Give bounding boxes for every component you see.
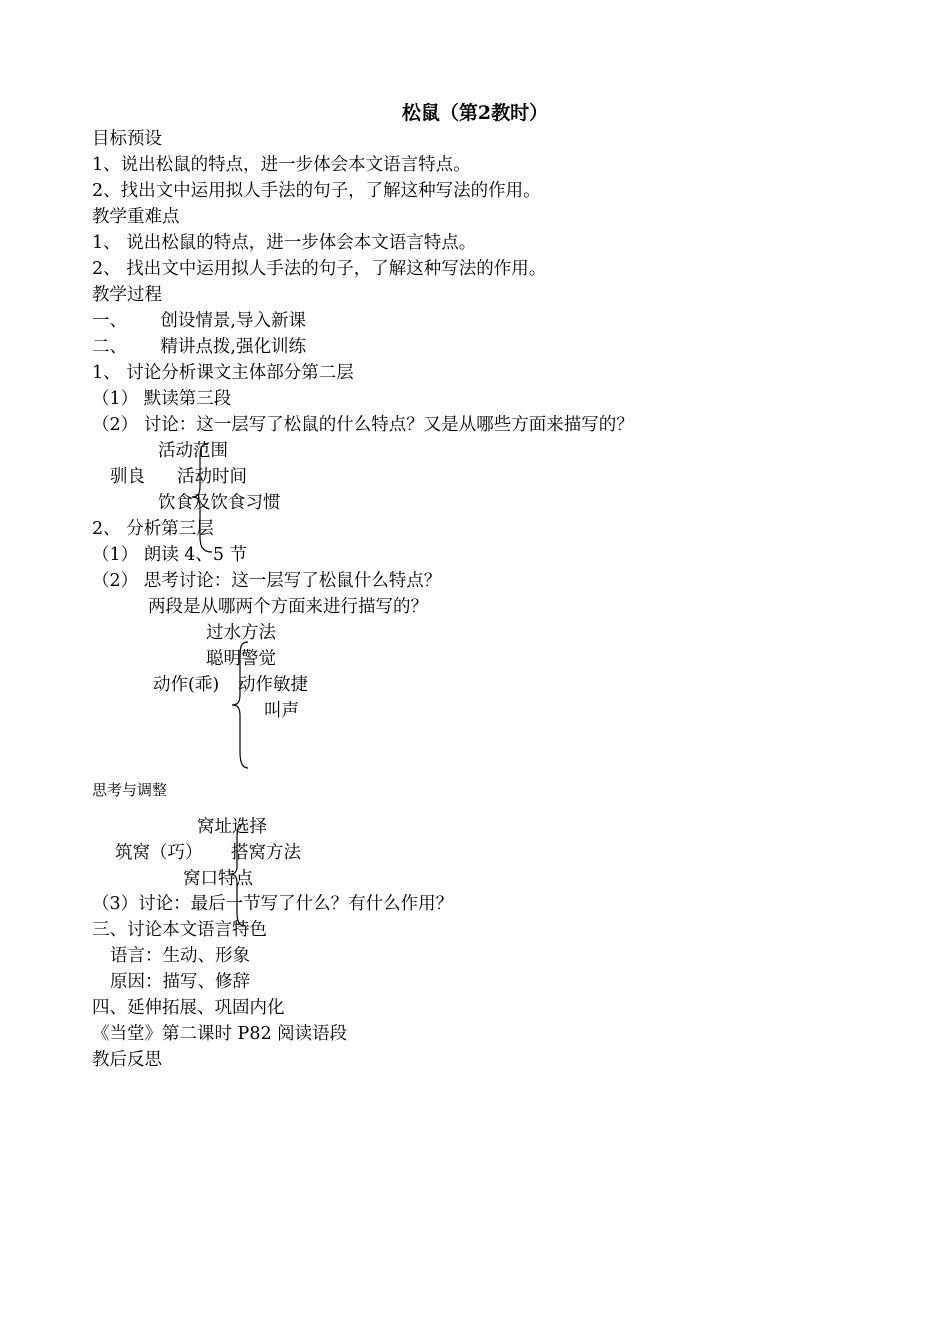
- step-item: 二、 精讲点拨,强化训练: [92, 337, 306, 357]
- sub-item: （3）讨论：最后一节写了什么？有什么作用？: [92, 894, 454, 914]
- key-item: 1、 说出松鼠的特点，进一步体会本文语言特点。: [92, 233, 477, 253]
- goal-item: 1、说出松鼠的特点，进一步体会本文语言特点。: [92, 155, 471, 175]
- diagram-item: 活动时间: [177, 467, 247, 487]
- diagram-item: 叫声: [264, 701, 299, 721]
- diagram-item: 活动范围: [158, 441, 228, 461]
- sub-item: 1、 讨论分析课文主体部分第二层: [92, 363, 354, 383]
- sub-item: （2） 讨论：这一层写了松鼠的什么特点？又是从哪些方面来描写的？: [92, 415, 634, 435]
- diagram-item: 搭窝方法: [231, 843, 301, 863]
- lang-feature: 语言：生动、形象: [110, 946, 250, 966]
- diagram-item: 聪明警觉: [206, 649, 276, 669]
- key-heading: 教学重难点: [92, 207, 180, 227]
- step-item: 一、 创设情景,导入新课: [92, 311, 306, 331]
- side-note: 思考与调整: [92, 781, 168, 799]
- practice-note: 《当堂》第二课时 P82 阅读语段: [92, 1024, 348, 1044]
- step-item: 三、讨论本文语言特色: [92, 920, 267, 940]
- diagram-main: 动作(乖): [153, 675, 220, 695]
- diagram-item: 饮食及饮食习惯: [158, 493, 281, 513]
- key-item: 2、 找出文中运用拟人手法的句子，了解这种写法的作用。: [92, 259, 547, 279]
- sub-item: 两段是从哪两个方面来进行描写的？: [148, 597, 428, 617]
- brace-shape: [230, 640, 270, 772]
- afterthought-heading: 教后反思: [92, 1050, 162, 1070]
- goal-item: 2、找出文中运用拟人手法的句子，了解这种写法的作用。: [92, 181, 541, 201]
- step-item: 四、延伸拓展、巩固内化: [92, 998, 285, 1018]
- diagram-item: 动作敏捷: [238, 675, 308, 695]
- sub-item: （1） 朗读 4、5 节: [92, 545, 248, 565]
- sub-item: （2） 思考讨论：这一层写了松鼠什么特点？: [92, 571, 442, 591]
- goal-heading: 目标预设: [92, 129, 162, 149]
- sub-item: （1） 默读第三段: [92, 389, 232, 409]
- page-title: 松鼠（第2教时）: [401, 102, 549, 124]
- process-heading: 教学过程: [92, 285, 162, 305]
- sub-item: 2、 分析第三层: [92, 519, 214, 539]
- diagram-main: 筑窝（巧）: [115, 843, 203, 863]
- diagram-item: 过水方法: [206, 623, 276, 643]
- diagram-item: 窝口特点: [183, 869, 253, 889]
- diagram-item: 窝址选择: [197, 817, 267, 837]
- lang-reason: 原因：描写、修辞: [110, 972, 250, 992]
- diagram-main: 驯良: [110, 467, 145, 487]
